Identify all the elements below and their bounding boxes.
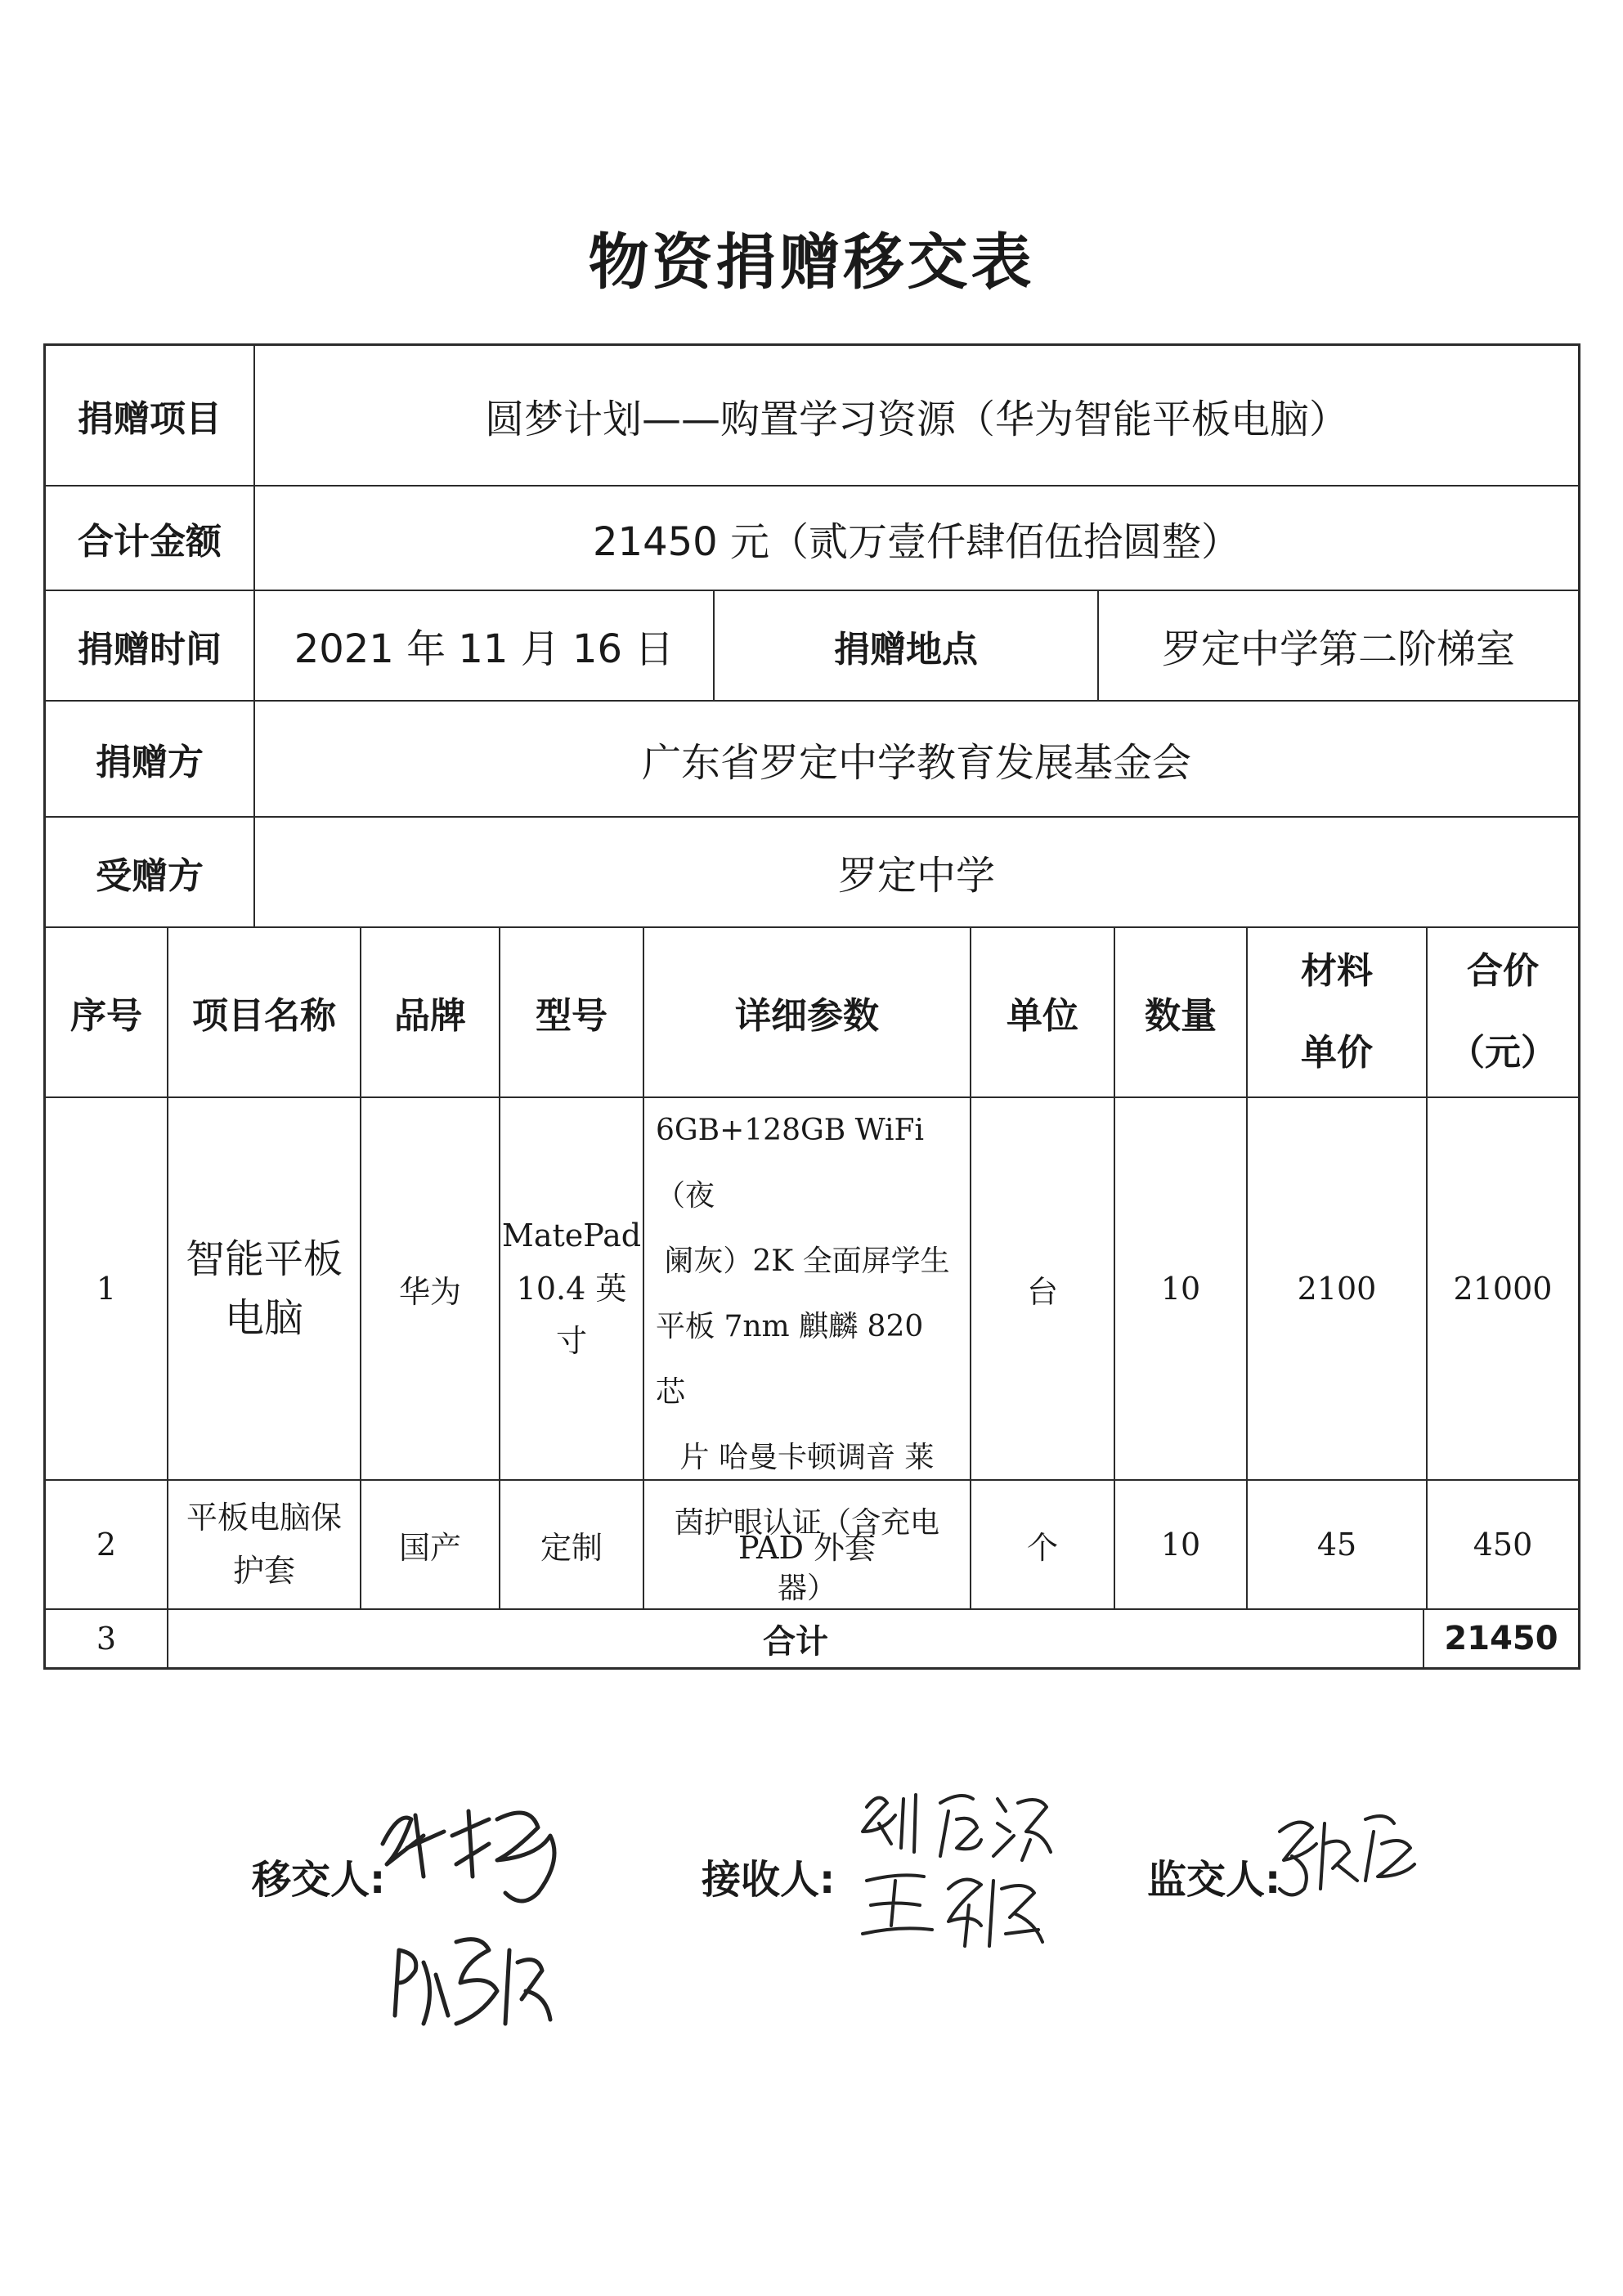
item-params-line: 阑灰）2K 全面屏学生 [664, 1244, 950, 1278]
item-params-line: 片 哈曼卡顿调音 莱 [679, 1441, 935, 1474]
item-model-line3: 寸 [555, 1323, 587, 1360]
item-name-line1: 平板电脑保 [186, 1500, 342, 1536]
col-amount-header-line2: （元） [1449, 1032, 1557, 1074]
item-model-line2: 10.4 英 [516, 1270, 627, 1307]
donor-label: 捐赠方 [46, 702, 255, 816]
item-model: 定制 [500, 1481, 644, 1608]
item-unit: 台 [971, 1098, 1115, 1479]
item-params-line: 器） [777, 1572, 836, 1605]
col-name-header: 项目名称 [168, 928, 361, 1096]
total-row-no: 3 [46, 1610, 168, 1667]
receiver-label: 接收人: [702, 1857, 836, 1903]
col-unit-header: 单位 [971, 928, 1115, 1096]
item-unit: 个 [971, 1481, 1115, 1608]
total-amount-value: 21450 元（贰万壹仟肆佰伍拾圆整） [593, 518, 1240, 565]
item-params-line: 6GB+128GB WiFi（夜 [656, 1114, 925, 1213]
total-amount-row [43, 487, 1580, 591]
receiver-signature [850, 1783, 1063, 1962]
recipient-value: 罗定中学 [837, 853, 995, 899]
supervisor-label: 监交人: [1147, 1857, 1281, 1903]
col-params-header: 详细参数 [644, 928, 971, 1096]
item-name-line2: 护套 [232, 1553, 295, 1589]
item-name-line2: 电脑 [224, 1295, 303, 1341]
item-price: 2100 [1248, 1098, 1428, 1479]
document-title: 物资捐赠移交表 [588, 227, 1035, 298]
item-qty: 10 [1115, 1098, 1248, 1479]
col-amount-header-line1: 合价 [1467, 950, 1539, 992]
recipient-label: 受赠方 [46, 818, 255, 926]
donation-place-label: 捐赠地点 [715, 591, 1099, 700]
donation-time-label: 捐赠时间 [46, 591, 255, 700]
col-price-header [1248, 928, 1428, 1096]
col-qty-header: 数量 [1115, 928, 1248, 1096]
donation-place-value: 罗定中学第二阶梯室 [1161, 626, 1515, 672]
items-header-row [43, 928, 1580, 1098]
item-amount: 450 [1473, 1527, 1533, 1563]
item-model-line1: MatePad [501, 1218, 642, 1254]
project-label: 捐赠项目 [46, 346, 255, 485]
donation-table [43, 343, 1580, 1670]
item-no: 1 [46, 1098, 168, 1479]
project-row [43, 343, 1580, 487]
item-brand: 华为 [361, 1098, 500, 1479]
supervisor-signature [1267, 1799, 1431, 1913]
donor-value: 广东省罗定中学教育发展基金会 [641, 739, 1191, 786]
item-model [500, 1098, 644, 1479]
total-amount-label: 合计金额 [46, 487, 255, 590]
item-name [168, 1098, 361, 1479]
item-qty: 10 [1115, 1481, 1248, 1608]
item-price: 45 [1248, 1481, 1428, 1608]
col-model-header: 型号 [500, 928, 644, 1096]
handover-signature [374, 1787, 587, 2048]
recipient-row [43, 818, 1580, 928]
donation-time-value: 2021 年 11 月 16 日 [255, 591, 715, 700]
col-no-header: 序号 [46, 928, 168, 1096]
item-no: 2 [46, 1481, 168, 1608]
donor-row [43, 702, 1580, 818]
project-value: 圆梦计划——购置学习资源（华为智能平板电脑） [484, 396, 1348, 442]
col-price-header-line1: 材料 [1301, 950, 1373, 992]
item-params: PAD 外套 [644, 1481, 971, 1608]
item-params-line: 平板 7nm 麒麟 820 芯 [656, 1310, 924, 1409]
total-row-label: 合计 [168, 1610, 1424, 1667]
item-name [168, 1481, 361, 1608]
time-place-row [43, 591, 1580, 702]
col-price-header-line2: 单价 [1301, 1032, 1373, 1074]
col-amount-header [1428, 928, 1578, 1096]
item-amount: 21000 [1453, 1271, 1553, 1307]
table-row [43, 1481, 1580, 1610]
total-row-amount: 21450 [1444, 1620, 1558, 1657]
item-brand: 国产 [361, 1481, 500, 1608]
item-params-line: 茵护眼认证（含充电 [674, 1506, 939, 1540]
col-brand-header: 品牌 [361, 928, 500, 1096]
item-name-line1: 智能平板 [185, 1236, 343, 1282]
handover-label: 移交人: [252, 1857, 386, 1903]
total-row [43, 1610, 1580, 1670]
